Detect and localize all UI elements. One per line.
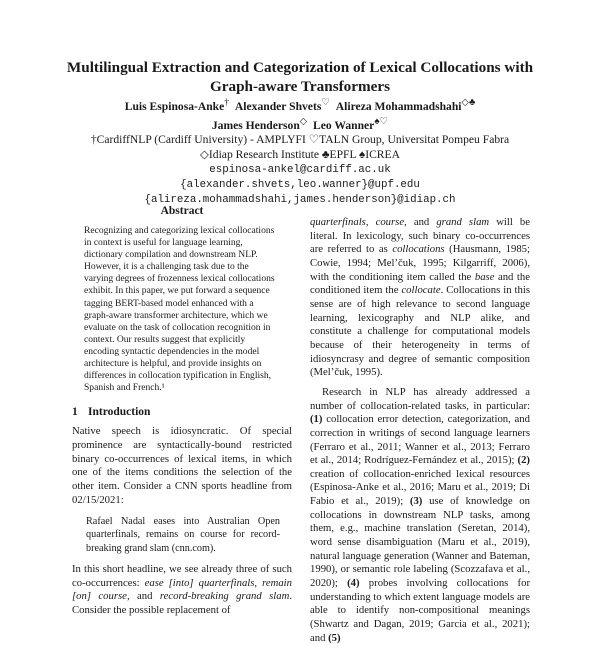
author-line-2 <box>40 115 560 134</box>
right-paragraph-1 <box>310 216 530 380</box>
text-run: probes involving collocations for understanding to which extent language models are able to identify non-compositional meanings (Shwartz and Dagan, 2019; Garcia et al., 2021); and <box>310 577 530 644</box>
author-name: James Henderson <box>211 118 300 132</box>
email-cardiff: espinosa-ankel@cardiff.ac.uk <box>209 163 391 176</box>
text-run: use of knowledge on collocations in downstream NLP tasks, among them, e.g., machine translation (Seretan, 2014), word sense disambiguation (Maru et al., 2019), natural language generation (Wanner and Bateman, 1990), or semantic role labeling (Scozzafava et al., 2020); <box>310 495 530 590</box>
author-block <box>40 96 560 207</box>
italic-term: base <box>474 270 495 283</box>
email-upf: {alexander.shvets,leo.wanner}@upf.edu <box>180 178 420 191</box>
affiliation-line-1: †CardiffNLP (Cardiff University) - AMPLYFI ♡TALN Group, Universitat Pompeu Fabra <box>90 133 510 147</box>
italic-term: course <box>375 216 405 228</box>
list-number: (1) <box>310 413 323 426</box>
italic-term: record-breaking grand slam <box>159 590 290 603</box>
text-run: In this short headline, we see already three of such co-occurrences: <box>72 562 292 589</box>
right-paragraph-2 <box>310 386 530 645</box>
text-run: , <box>365 216 376 228</box>
author-mark: ◇♣ <box>461 97 476 108</box>
author-name: Alireza Mohammadshahi <box>335 99 462 113</box>
italic-term: quarterfinals <box>310 216 366 228</box>
intro-paragraph-1: Native speech is idiosyncratic. Of special prominence are syntactically-bound restricted binary co-occurrences of lexical items, in which one of the items conditions the selection of the other item. Consider a CNN sports headline from 02/15/2021: <box>72 425 292 506</box>
list-number: (2) <box>517 454 530 467</box>
intro-paragraph-2 <box>72 563 292 618</box>
headline-quote: Rafael Nadal eases into Australian Open quarterfinals, remains on course for record-breaking grand slam (cnn.com). <box>86 516 280 554</box>
list-number: (4) <box>347 577 360 590</box>
italic-term: grand slam <box>436 216 490 228</box>
author-mark: † <box>224 97 230 108</box>
abstract-heading: Abstract <box>160 205 204 217</box>
author-name: Leo Wanner <box>313 118 375 132</box>
text-run: collocation error detection, categorization, and correction in writings of second language learners (Ferraro et al., 2011; Wanner et al., 2013; Ferraro et al., 2014; Rodríguez-Fernández et al., 2015); <box>310 413 530 467</box>
author-name: Luis Espinosa-Anke <box>124 99 225 113</box>
right-column <box>310 216 530 645</box>
abstract-text: Recognizing and categorizing lexical collocations in context is useful for language learning, dictionary compilation and downstream NLP. However, it is a challenging task due to the varying degrees of frozenness lexical collocations exhibit. In this paper, we put forward a sequence tagging BERT-based model enhanced with a graph-aware transformer architecture, which we evaluate on the task of collocation recognition in context. Our results suggest that explicitly encoding syntactic dependencies in the model architecture is helpful, and provide insights on differences in collocation typification in English, Spanish and French.¹ <box>84 225 275 394</box>
section-title: Introduction <box>88 406 151 419</box>
section-number: 1 <box>72 406 78 419</box>
text-run: . Consider the possible replacement of <box>72 590 293 616</box>
text-run: creation of collocation-enriched lexical resources (Espinosa-Anke et al., 2016; Maru et al., 2019; Di Fabio et al., 2019); <box>310 467 530 508</box>
list-number: (5) <box>328 631 341 644</box>
author-mark: ♡ <box>321 97 330 108</box>
author-line-1 <box>40 96 560 115</box>
italic-term: ease [into] quarterfinals <box>144 576 255 589</box>
italic-term: collocations <box>392 243 445 256</box>
author-name: Alexander Shvets <box>234 99 322 113</box>
text-run: Research in NLP has already addressed a number of collocation-related tasks, in particular: <box>310 385 530 412</box>
section-heading-introduction <box>72 405 292 419</box>
text-run: and the conditioned item the <box>310 270 530 297</box>
text-run: , and <box>126 590 160 603</box>
text-run: , <box>254 576 263 589</box>
email-idiap: {alireza.mohammadshahi,james.henderson}@idiap.ch <box>144 193 456 206</box>
text-run: . Collocations in this sense are of high relevance to second language learning, lexicography and NLP alike, and constitute a challenge for computational models because of their heterogeneity in terms of idiosyncrasy and degree of semantic composition (Mel’čuk, 1995). <box>310 284 530 379</box>
author-mark: ◇ <box>299 115 308 127</box>
text-run: , and <box>404 216 437 228</box>
left-column <box>72 204 292 617</box>
text-run: will be literal. In lexicology, such binary co-occurrences are referred to as <box>310 216 531 256</box>
author-mark: ♠♡ <box>374 115 389 127</box>
italic-term: collocate <box>401 284 441 297</box>
text-run: (Hausmann, 1985; Cowie, 1994; Mel’čuk, 1995; Kilgarriff, 2006), with the conditioning item called the <box>310 243 530 283</box>
paper-title: Multilingual Extraction and Categorization of Lexical Collocations with Graph-aware Transformers <box>66 59 534 95</box>
italic-term: remain [on] course <box>72 576 292 603</box>
affiliation-line-2: ◇Idiap Research Institute ♣EPFL ♠ICREA <box>200 148 400 162</box>
list-number: (3) <box>409 495 423 508</box>
